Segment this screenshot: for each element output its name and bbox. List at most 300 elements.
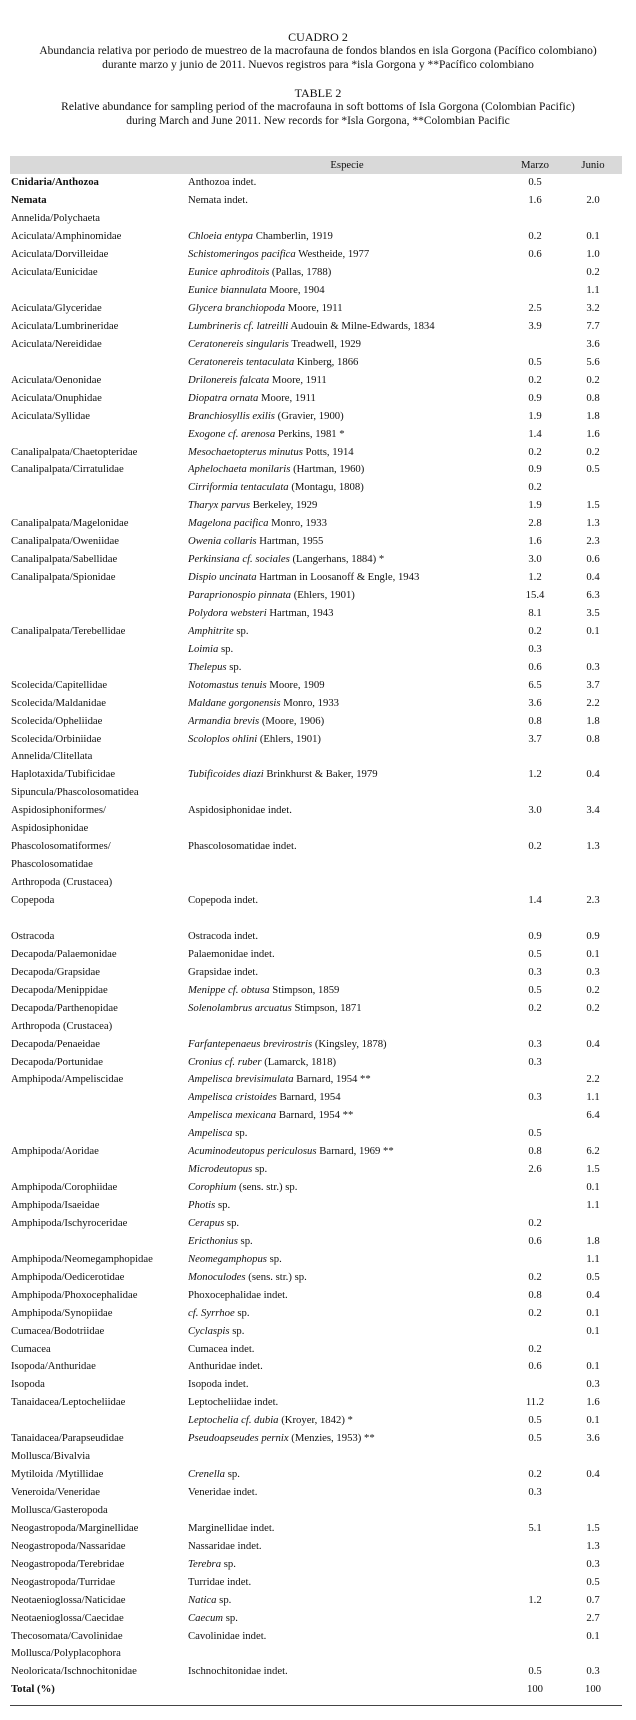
cell-march: 0.8 bbox=[528, 714, 542, 727]
cell-march bbox=[506, 1179, 564, 1197]
species-name: Cavolinidae indet. bbox=[188, 1629, 267, 1642]
cell-group: Amphipoda/Aoridae bbox=[11, 1145, 99, 1158]
cell-march: 3.6 bbox=[528, 696, 542, 709]
cell-group: Amphipoda/Synopiidae bbox=[11, 1306, 113, 1319]
cell-species bbox=[188, 1430, 506, 1448]
cell-june: 0.3 bbox=[586, 1378, 600, 1391]
species-authority: sp. bbox=[229, 660, 242, 673]
cell-group bbox=[10, 1107, 188, 1125]
cell-june: 1.3 bbox=[586, 1539, 600, 1552]
table-row bbox=[10, 1537, 622, 1555]
cell-species bbox=[188, 640, 506, 658]
cell-species bbox=[188, 1197, 506, 1215]
cell-species bbox=[188, 1591, 506, 1609]
species-authority: sp. bbox=[220, 642, 234, 655]
cell-june: 0.1 bbox=[586, 624, 600, 637]
cell-march: 2.6 bbox=[528, 1163, 542, 1176]
cell-species bbox=[188, 1502, 506, 1520]
cell-species bbox=[188, 945, 506, 963]
species-authority: Treadwell, 1929 bbox=[291, 337, 361, 350]
cell-group: Aciculata/Syllidae bbox=[11, 409, 90, 422]
cell-species bbox=[188, 1537, 506, 1555]
cell-march: 0.6 bbox=[528, 248, 542, 261]
table-row bbox=[10, 353, 622, 371]
species-name: Tubificoides diazi bbox=[188, 768, 264, 781]
cell-species bbox=[188, 1304, 506, 1322]
species-name: Farfantepenaeus brevirostris bbox=[188, 1037, 313, 1050]
table-row bbox=[10, 1107, 622, 1125]
cell-march bbox=[506, 820, 564, 838]
species-authority: sp. bbox=[254, 1163, 268, 1176]
cell-species bbox=[188, 1394, 506, 1412]
table-row bbox=[10, 1448, 622, 1466]
cell-march: 3.0 bbox=[528, 553, 542, 566]
cell-group bbox=[10, 1232, 188, 1250]
table-row bbox=[10, 838, 622, 856]
cell-group: Decapoda/Penaeidae bbox=[11, 1037, 101, 1050]
species-name: Phoxocephalidae indet. bbox=[188, 1288, 288, 1301]
table-row bbox=[10, 318, 622, 336]
cell-group: Thecosomata/Cavolinidae bbox=[11, 1629, 123, 1642]
table-row bbox=[10, 1322, 622, 1340]
species-name: Lumbrineris cf. latreilli bbox=[188, 319, 289, 332]
cell-species bbox=[188, 353, 506, 371]
species-name: Branchiosyllis exilis bbox=[188, 409, 275, 422]
species-name: Ericthonius bbox=[188, 1234, 238, 1247]
cell-march: 6.5 bbox=[528, 678, 542, 691]
caption-es-line2: durante marzo y junio de 2011. Nuevos registros para *isla Gorgona y **Pacífico colombiano bbox=[102, 59, 534, 71]
cell-group: Canalipalpata/Cirratulidae bbox=[11, 463, 124, 476]
species-name: Diopatra ornata bbox=[188, 391, 259, 404]
cell-march: 0.2 bbox=[528, 481, 542, 494]
cell-june bbox=[564, 1448, 622, 1466]
table-row bbox=[10, 1215, 622, 1233]
cell-june: 3.6 bbox=[586, 337, 600, 350]
table-row bbox=[10, 820, 622, 838]
cell-june: 0.1 bbox=[586, 1306, 600, 1319]
table-row bbox=[10, 335, 622, 353]
cell-species bbox=[188, 1645, 506, 1663]
cell-group: Aciculata/Oenonidae bbox=[11, 373, 102, 386]
table-row bbox=[10, 407, 622, 425]
cell-march bbox=[506, 1322, 564, 1340]
caption-en-line2: during March and June 2011. New records for *Isla Gorgona, **Colombian Pacific bbox=[126, 115, 510, 127]
cell-june: 0.1 bbox=[586, 1414, 600, 1427]
cell-june: 1.5 bbox=[586, 499, 600, 512]
cell-march: 2.8 bbox=[528, 517, 542, 530]
header-june: Junio bbox=[581, 159, 605, 171]
cell-march: 0.5 bbox=[528, 1665, 542, 1678]
cell-group: Decapoda/Parthenopidae bbox=[11, 1001, 118, 1014]
cell-june bbox=[564, 479, 622, 497]
species-authority: sp. bbox=[225, 1611, 238, 1624]
table-row bbox=[10, 730, 622, 748]
species-name: Acuminodeutopus periculosus bbox=[188, 1145, 317, 1158]
cell-march bbox=[506, 874, 564, 892]
cell-species bbox=[188, 1519, 506, 1537]
cell-june: 0.4 bbox=[586, 768, 600, 781]
table-row bbox=[10, 174, 622, 192]
cell-march: 3.9 bbox=[528, 319, 542, 332]
species-authority: Berkeley, 1929 bbox=[252, 499, 318, 512]
cell-march: 0.2 bbox=[528, 1216, 542, 1229]
cell-june: 0.3 bbox=[586, 1665, 600, 1678]
cell-species bbox=[188, 1484, 506, 1502]
species-authority: sp. bbox=[235, 1127, 248, 1140]
cell-species bbox=[188, 676, 506, 694]
cell-june: 0.8 bbox=[586, 732, 600, 745]
cell-group bbox=[10, 282, 188, 300]
cell-species bbox=[188, 461, 506, 479]
cell-group: Veneroida/Veneridae bbox=[11, 1486, 101, 1499]
cell-group: Amphipoda/Ampeliscidae bbox=[11, 1073, 124, 1086]
species-authority: (Ehlers, 1901) bbox=[293, 589, 355, 602]
cell-species bbox=[188, 1573, 506, 1591]
cell-group: Aciculata/Lumbrineridae bbox=[11, 319, 119, 332]
table-row bbox=[10, 963, 622, 981]
cell-group: Amphipoda/Phoxocephalidae bbox=[11, 1288, 138, 1301]
cell-march: 0.2 bbox=[528, 1306, 542, 1319]
cell-june: 3.7 bbox=[586, 678, 600, 691]
cell-species bbox=[188, 1376, 506, 1394]
cell-march: 0.6 bbox=[528, 1360, 542, 1373]
cell-june: 3.2 bbox=[586, 302, 600, 315]
species-authority: Hartman, 1943 bbox=[269, 606, 334, 619]
species-authority: Moore, 1911 bbox=[271, 373, 327, 386]
cell-june: 3.5 bbox=[586, 606, 600, 619]
cell-species bbox=[188, 551, 506, 569]
table-row bbox=[10, 1663, 622, 1681]
cell-march: 0.8 bbox=[528, 1288, 542, 1301]
species-authority: Moore, 1911 bbox=[261, 391, 316, 404]
cell-species bbox=[188, 1466, 506, 1484]
species-authority: Audouin & Milne-Edwards, 1834 bbox=[290, 319, 435, 332]
cell-june: 0.2 bbox=[586, 1001, 600, 1014]
species-name: Cumacea indet. bbox=[188, 1342, 255, 1355]
table-row bbox=[10, 802, 622, 820]
species-name: Cyclaspis bbox=[188, 1324, 230, 1337]
species-name: Ampelisca bbox=[188, 1127, 233, 1140]
cell-species bbox=[188, 515, 506, 533]
species-name: Palaemonidae indet. bbox=[188, 947, 275, 960]
species-name: Crenella bbox=[188, 1468, 226, 1481]
species-name: Perkinsiana cf. sociales bbox=[188, 553, 290, 566]
table-row bbox=[10, 928, 622, 946]
cell-june: 6.2 bbox=[586, 1145, 600, 1158]
species-name: Eunice biannulata bbox=[188, 284, 267, 297]
cell-june: 2.3 bbox=[586, 893, 600, 906]
cell-june: 1.6 bbox=[586, 427, 600, 440]
cell-june: 1.1 bbox=[586, 1252, 600, 1265]
cell-march: 0.5 bbox=[528, 983, 542, 996]
table-row bbox=[10, 587, 622, 605]
cell-group: Amphipoda/Isaeidae bbox=[11, 1199, 100, 1212]
species-name: Glycera branchiopoda bbox=[188, 302, 286, 315]
cell-march: 11.2 bbox=[525, 1396, 545, 1409]
cell-june bbox=[564, 1053, 622, 1071]
table-row bbox=[10, 1304, 622, 1322]
species-name: Corophium bbox=[188, 1181, 237, 1194]
species-authority: (Gravier, 1900) bbox=[277, 409, 344, 422]
cell-march: 2.5 bbox=[528, 302, 542, 315]
cell-group: Aciculata/Nereididae bbox=[11, 337, 102, 350]
cell-june bbox=[564, 1645, 622, 1663]
cell-species bbox=[188, 389, 506, 407]
table-row bbox=[10, 1519, 622, 1537]
cell-march: 0.5 bbox=[528, 176, 542, 189]
table-row bbox=[10, 443, 622, 461]
cell-march: 0.9 bbox=[528, 929, 542, 942]
species-name: Solenolambrus arcuatus bbox=[188, 1001, 292, 1014]
cell-group: Scolecida/Orbiniidae bbox=[11, 732, 102, 745]
table-row bbox=[10, 1358, 622, 1376]
species-name: Scoloplos ohlini bbox=[188, 732, 258, 745]
cell-march: 0.2 bbox=[528, 1270, 542, 1283]
table-row bbox=[10, 1035, 622, 1053]
cell-group bbox=[10, 605, 188, 623]
table-row bbox=[10, 1017, 622, 1035]
cell-group bbox=[10, 640, 188, 658]
cell-group: Total (%) bbox=[11, 1683, 55, 1696]
cell-group: Neogastropoda/Turridae bbox=[11, 1575, 116, 1588]
cell-june: 0.3 bbox=[586, 965, 600, 978]
species-name: Ceratonereis singularis bbox=[188, 337, 289, 350]
cell-june: 0.4 bbox=[586, 571, 600, 584]
cell-june: 0.2 bbox=[586, 266, 600, 279]
cell-group: Isopoda/Anthuridae bbox=[11, 1360, 96, 1373]
cell-march: 0.2 bbox=[528, 624, 542, 637]
cell-june: 1.8 bbox=[586, 714, 600, 727]
cell-species bbox=[188, 981, 506, 999]
species-authority: sp. bbox=[240, 1234, 253, 1247]
species-name: Exogone cf. arenosa bbox=[188, 427, 276, 440]
cell-species bbox=[188, 963, 506, 981]
species-name: Turridae indet. bbox=[188, 1575, 252, 1588]
table-row bbox=[10, 1089, 622, 1107]
species-name: Owenia collaris bbox=[188, 535, 257, 548]
cell-species bbox=[188, 694, 506, 712]
cell-march: 0.9 bbox=[528, 463, 542, 476]
species-name: Photis bbox=[188, 1199, 216, 1212]
cell-group: Cnidaria/Anthozoa bbox=[11, 176, 99, 189]
cell-species bbox=[188, 443, 506, 461]
cell-march bbox=[506, 1017, 564, 1035]
cell-species bbox=[188, 1232, 506, 1250]
cell-march: 15.4 bbox=[525, 589, 545, 602]
species-authority: sp. bbox=[237, 1306, 250, 1319]
species-name: Copepoda indet. bbox=[188, 893, 259, 906]
cell-june: 0.2 bbox=[586, 373, 600, 386]
cell-june bbox=[564, 874, 622, 892]
cell-species bbox=[188, 1286, 506, 1304]
table-row bbox=[10, 1466, 622, 1484]
cell-species bbox=[188, 999, 506, 1017]
cell-group bbox=[10, 1125, 188, 1143]
cell-species bbox=[188, 1071, 506, 1089]
cell-group: Canalipalpata/Sabellidae bbox=[11, 553, 118, 566]
species-authority: Perkins, 1981 * bbox=[277, 427, 345, 440]
cell-march bbox=[506, 210, 564, 228]
table-row bbox=[10, 282, 622, 300]
table-row bbox=[10, 1071, 622, 1089]
cell-group: Cumacea bbox=[11, 1342, 51, 1355]
cell-group bbox=[10, 497, 188, 515]
species-name: Leptocheliidae indet. bbox=[188, 1396, 279, 1409]
cell-june: 5.6 bbox=[586, 355, 600, 368]
species-name: Nemata indet. bbox=[188, 194, 248, 207]
cell-june: 6.3 bbox=[586, 589, 600, 602]
caption-es-line1: Abundancia relativa por periodo de muestreo de la macrofauna de fondos blandos en isla Gorgona (Pacífico colombiano) bbox=[39, 45, 597, 57]
species-authority: (Hartman, 1960) bbox=[293, 463, 365, 476]
cell-march: 0.2 bbox=[528, 1342, 542, 1355]
table-row bbox=[10, 694, 622, 712]
species-name: Terebra bbox=[188, 1557, 222, 1570]
cell-group: Aspidosiphonidae bbox=[11, 822, 89, 835]
species-name: cf. Syrrhoe bbox=[188, 1306, 235, 1319]
cell-june: 0.5 bbox=[586, 1575, 600, 1588]
cell-march: 0.9 bbox=[528, 391, 542, 404]
species-name: Armandia brevis bbox=[188, 714, 260, 727]
cell-june: 1.1 bbox=[586, 1091, 600, 1104]
cell-march: 1.9 bbox=[528, 499, 542, 512]
abundance-table bbox=[10, 156, 622, 1699]
cell-species bbox=[188, 228, 506, 246]
species-authority: Hartman in Loosanoff & Engle, 1943 bbox=[259, 571, 420, 584]
species-name: Pseudoapseudes pernix bbox=[188, 1432, 289, 1445]
table-row bbox=[10, 1412, 622, 1430]
cell-june: 100 bbox=[584, 1683, 602, 1696]
table-body bbox=[10, 174, 622, 1699]
cell-june: 0.4 bbox=[586, 1468, 600, 1481]
cell-group: Aciculata/Eunicidae bbox=[11, 266, 98, 279]
cell-june: 2.7 bbox=[586, 1611, 600, 1624]
cell-june: 1.6 bbox=[586, 1396, 600, 1409]
cell-june: 0.3 bbox=[586, 660, 600, 673]
cell-group: Copepoda bbox=[11, 893, 55, 906]
cell-march: 0.2 bbox=[528, 840, 542, 853]
cell-march: 0.5 bbox=[528, 1414, 542, 1427]
cell-march bbox=[506, 1071, 564, 1089]
cell-june: 1.1 bbox=[586, 284, 600, 297]
cell-june: 0.1 bbox=[586, 230, 600, 243]
table-row bbox=[10, 300, 622, 318]
cell-march bbox=[506, 784, 564, 802]
cell-group: Phascolosomatidae bbox=[11, 858, 93, 871]
header-group bbox=[10, 156, 188, 174]
cell-species bbox=[188, 1322, 506, 1340]
cell-june: 0.1 bbox=[586, 1360, 600, 1373]
species-name: Cronius cf. ruber bbox=[188, 1055, 262, 1068]
species-name: Marginellidae indet. bbox=[188, 1521, 275, 1534]
cell-group: Annelida/Clitellata bbox=[11, 750, 93, 763]
cell-march: 0.3 bbox=[528, 965, 542, 978]
cell-march: 1.2 bbox=[528, 768, 542, 781]
cell-march bbox=[506, 1645, 564, 1663]
cell-species bbox=[188, 658, 506, 676]
cell-species bbox=[188, 210, 506, 228]
table-row bbox=[10, 748, 622, 766]
cell-group bbox=[10, 587, 188, 605]
cell-species bbox=[188, 1143, 506, 1161]
species-name: Grapsidae indet. bbox=[188, 965, 259, 978]
cell-group: Ostracoda bbox=[11, 929, 55, 942]
table-row bbox=[10, 945, 622, 963]
species-name: Caecum bbox=[188, 1611, 224, 1624]
cell-march: 1.4 bbox=[528, 427, 542, 440]
cell-march bbox=[506, 264, 564, 282]
cell-june: 0.4 bbox=[586, 1037, 600, 1050]
table-row bbox=[10, 1143, 622, 1161]
cell-group: Neogastropoda/Marginellidae bbox=[11, 1521, 139, 1534]
cell-species bbox=[188, 605, 506, 623]
caption-en-label: TABLE 2 bbox=[294, 86, 342, 100]
cell-species bbox=[188, 533, 506, 551]
cell-june bbox=[564, 856, 622, 874]
cell-group: Neogastropoda/Nassaridae bbox=[11, 1539, 126, 1552]
cell-group: Scolecida/Maldanidae bbox=[11, 696, 106, 709]
cell-june: 2.2 bbox=[586, 696, 600, 709]
cell-group: Canalipalpata/Spionidae bbox=[11, 571, 116, 584]
cell-group bbox=[10, 1412, 188, 1430]
cell-group: Mytiloida /Mytillidae bbox=[11, 1468, 104, 1481]
cell-species bbox=[188, 1017, 506, 1035]
cell-group: Decapoda/Palaemonidae bbox=[11, 947, 117, 960]
species-authority: (Ehlers, 1901) bbox=[259, 732, 321, 745]
species-authority: Potts, 1914 bbox=[305, 445, 354, 458]
table-row bbox=[10, 874, 622, 892]
cell-june: 0.7 bbox=[586, 1593, 600, 1606]
table-row bbox=[10, 676, 622, 694]
cell-group: Tanaidacea/Parapseudidae bbox=[11, 1432, 124, 1445]
species-authority: (Pallas, 1788) bbox=[271, 266, 332, 279]
cell-species bbox=[188, 246, 506, 264]
table-row bbox=[10, 425, 622, 443]
species-authority: Chamberlin, 1919 bbox=[255, 230, 333, 243]
cell-march bbox=[506, 335, 564, 353]
species-authority: (Langerhans, 1884) * bbox=[292, 553, 385, 566]
species-name: Amphitrite bbox=[188, 624, 234, 637]
cell-group: Scolecida/Capitellidae bbox=[11, 678, 108, 691]
cell-june: 1.1 bbox=[586, 1199, 600, 1212]
cell-march: 0.3 bbox=[528, 642, 542, 655]
species-name: Cirriformia tentaculata bbox=[188, 481, 289, 494]
species-name: Neomegamphopus bbox=[188, 1252, 267, 1265]
cell-group: Amphipoda/Corophiidae bbox=[11, 1181, 118, 1194]
cell-group: Canalipalpata/Terebellidae bbox=[11, 624, 126, 637]
species-authority: sp. bbox=[227, 1468, 240, 1481]
cell-june bbox=[564, 1340, 622, 1358]
cell-species bbox=[188, 1609, 506, 1627]
cell-june bbox=[564, 748, 622, 766]
cell-species bbox=[188, 300, 506, 318]
table-row bbox=[10, 640, 622, 658]
cell-march: 0.5 bbox=[528, 947, 542, 960]
cell-group: Canalipalpata/Magelonidae bbox=[11, 517, 129, 530]
cell-june bbox=[564, 174, 622, 192]
species-authority: (Moore, 1906) bbox=[261, 714, 325, 727]
cell-group: Aciculata/Amphinomidae bbox=[11, 230, 122, 243]
species-authority: (sens. str.) sp. bbox=[238, 1181, 298, 1194]
cell-march: 0.2 bbox=[528, 1001, 542, 1014]
cell-species bbox=[188, 892, 506, 928]
cell-group: Decapoda/Portunidae bbox=[11, 1055, 103, 1068]
cell-june: 0.1 bbox=[586, 1324, 600, 1337]
table-row bbox=[10, 461, 622, 479]
species-name: Monoculodes bbox=[188, 1270, 246, 1283]
cell-species bbox=[188, 748, 506, 766]
species-authority: Barnard, 1969 ** bbox=[319, 1145, 394, 1158]
cell-june: 3.6 bbox=[586, 1432, 600, 1445]
